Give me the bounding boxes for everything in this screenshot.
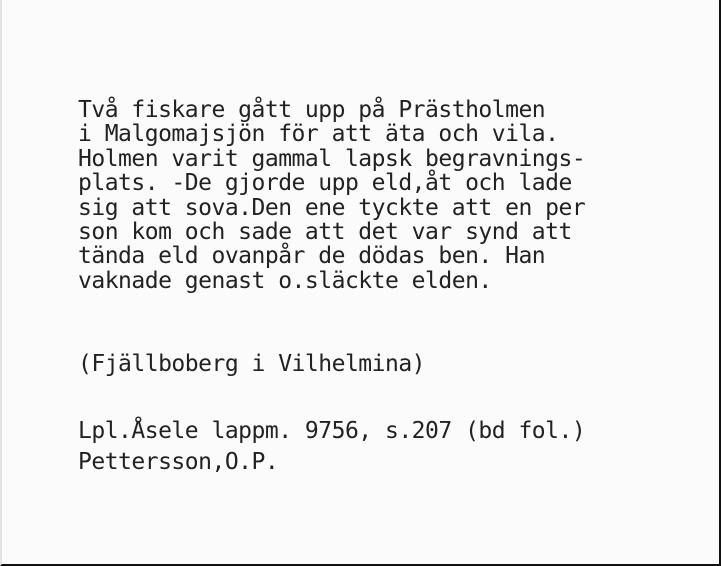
text-line: Holmen varit gammal lapsk begravnings- xyxy=(78,145,586,172)
text-line: Två fiskare gått upp på Prästholmen xyxy=(78,97,546,123)
reference-block xyxy=(78,416,585,478)
text-line: plats. -De gjorde upp eld,åt och lade xyxy=(78,170,572,197)
text-line: son kom och sade att det var synd att xyxy=(78,219,572,246)
text-line: vaknade genast o.släckte elden. xyxy=(78,267,492,294)
text-line: tända eld ovanpår de dödas ben. Han xyxy=(78,243,546,270)
legend-text xyxy=(78,98,585,293)
source-place: (Fjällboberg i Vilhelmina) xyxy=(78,351,426,377)
text-line: sig att sova.Den ene tyckte att en per xyxy=(78,194,586,221)
text-line: i Malgomajsjön för att äta och vila. xyxy=(78,121,559,148)
collector-name: Pettersson,O.P. xyxy=(78,449,279,475)
archive-reference: Lpl.Åsele lappm. 9756, s.207 (bd fol.) xyxy=(78,418,586,444)
